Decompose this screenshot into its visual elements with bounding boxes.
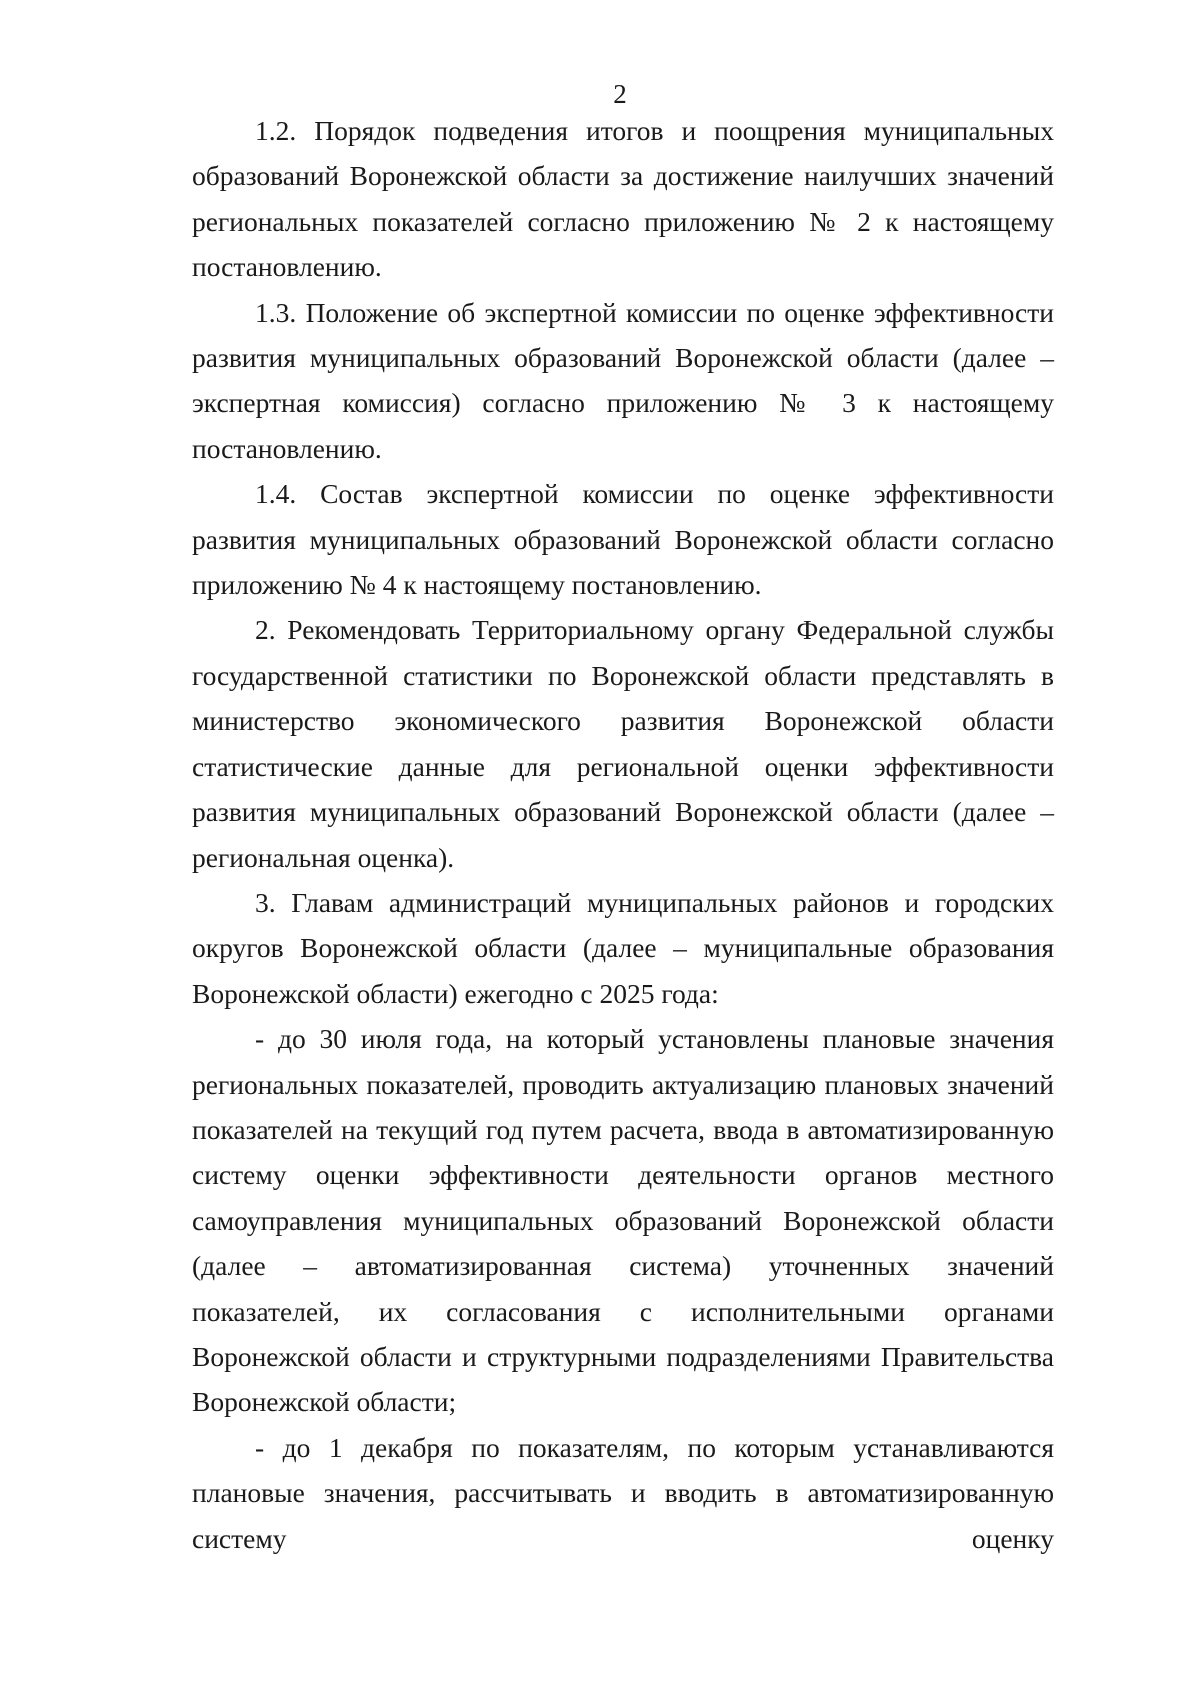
list-item-july: - до 30 июля года, на который установлены плановые значения региональных показателей, проводить актуализацию плановых значений показателей на текущий год путем расчета, ввода в автоматизированную систему оценки эффективности деятельности органов местного самоуправления муниципальных образований Воронежской области (далее – автоматизированная система) уточненных значений показателей, их согласования с исполнительными органами Воронежской области и структурными подразделениями Правительства Воронежской области; bbox=[192, 1023, 1054, 1418]
paragraph-1-2: 1.2. Порядок подведения итогов и поощрения муниципальных образований Воронежской области за достижение наилучших значений региональных показателей согласно приложению № 2 к настоящему постановлению. bbox=[192, 115, 1054, 283]
document-body bbox=[192, 108, 1054, 1561]
paragraph-1-4: 1.4. Состав экспертной комиссии по оценке эффективности развития муниципальных образований Воронежской области согласно приложению № 4 к настоящему постановлению. bbox=[192, 478, 1054, 601]
list-item-december: - до 1 декабря по показателям, по которым устанавливаются плановые значения, рассчитывать и вводить в автоматизированную систему оценку bbox=[192, 1431, 1054, 1554]
paragraph-2: 2. Рекомендовать Территориальному органу Федеральной службы государственной статистики по Воронежской области представлять в министерство экономического развития Воронежской области статистические данные для региональной оценки эффективности развития муниципальных образований Воронежской области (далее – региональная оценка). bbox=[192, 614, 1054, 873]
paragraph-1-3: 1.3. Положение об экспертной комиссии по оценке эффективности развития муниципальных образований Воронежской области (далее – экспертная комиссия) согласно приложению № 3 к настоящему постановлению. bbox=[192, 296, 1054, 464]
paragraph-3: 3. Главам администраций муниципальных районов и городских округов Воронежской области (далее – муниципальные образования Воронежской области) ежегодно с 2025 года: bbox=[192, 886, 1054, 1009]
page-number: 2 bbox=[613, 79, 627, 109]
